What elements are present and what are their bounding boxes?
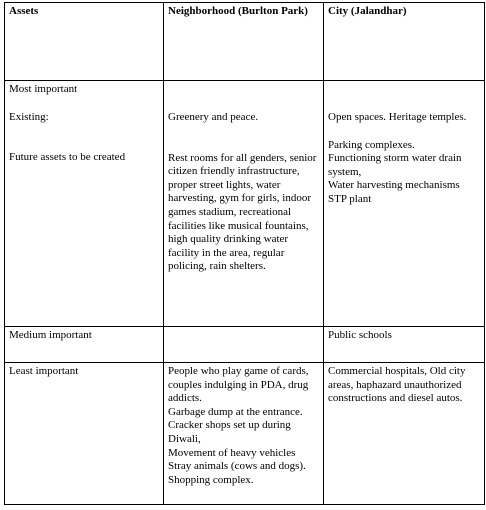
city-least-text: Commercial hospitals, Old city areas, haphazard unauthorized constructions and diesel autos. bbox=[328, 365, 466, 405]
neighborhood-least-cell bbox=[164, 363, 324, 505]
neigh-least-line: Garbage dump at the entrance. bbox=[168, 405, 303, 418]
least-important-cell bbox=[5, 363, 164, 505]
existing-label: Existing: bbox=[9, 110, 49, 123]
spacer bbox=[168, 83, 319, 97]
header-city bbox=[324, 3, 485, 81]
neigh-least-line: Movement of heavy vehicles bbox=[168, 446, 296, 459]
row-least-important bbox=[5, 363, 485, 505]
spacer bbox=[328, 125, 480, 139]
city-existing-text: Open spaces. Heritage temples. bbox=[328, 111, 467, 123]
assets-table bbox=[4, 2, 485, 505]
city-most-cell bbox=[324, 81, 485, 327]
header-assets-text: Assets bbox=[9, 5, 39, 17]
neigh-least-line: Stray animals (cows and dogs). bbox=[168, 460, 306, 473]
neigh-future-text: Rest rooms for all genders, senior citizen friendly infrastructure, proper street lights, water harvesting, gym for girls, indoor games stadium, recreational facilities like musical fountains, high quality drinking water facility in the area, regular policing, rain shelters. bbox=[168, 151, 317, 273]
city-future-line: Water harvesting mechanisms bbox=[328, 179, 460, 192]
row-medium-important bbox=[5, 327, 485, 363]
header-assets bbox=[5, 3, 164, 81]
spacer bbox=[168, 97, 319, 111]
city-future-line: Parking complexes. bbox=[328, 138, 415, 151]
neigh-least-line: People who play game of cards, couples indulging in PDA, drug addicts. bbox=[168, 365, 309, 405]
neigh-least-line: Shopping complex. bbox=[168, 473, 254, 486]
city-least-cell bbox=[324, 363, 485, 505]
row-most-important bbox=[5, 81, 485, 327]
header-neighborhood-text: Neighborhood (Burlton Park) bbox=[168, 5, 308, 17]
future-label: Future assets to be created bbox=[9, 151, 126, 164]
neighborhood-most-cell bbox=[164, 81, 324, 327]
city-medium-text: Public schools bbox=[328, 329, 392, 341]
spacer bbox=[9, 124, 159, 151]
city-future-line: STP plant bbox=[328, 192, 372, 205]
medium-important-cell bbox=[5, 327, 164, 363]
medium-important-label: Medium important bbox=[9, 329, 92, 341]
city-future-line: Functioning storm water drain system, bbox=[328, 152, 462, 178]
header-city-text: City (Jalandhar) bbox=[328, 5, 407, 17]
header-neighborhood bbox=[164, 3, 324, 81]
spacer bbox=[328, 97, 480, 111]
most-important-cell bbox=[5, 81, 164, 327]
header-row bbox=[5, 3, 485, 81]
spacer bbox=[9, 97, 159, 111]
neigh-existing-text: Greenery and peace. bbox=[168, 111, 259, 123]
city-medium-cell bbox=[324, 327, 485, 363]
neighborhood-medium-cell bbox=[164, 327, 324, 363]
least-important-label: Least important bbox=[9, 365, 79, 377]
spacer bbox=[168, 125, 319, 152]
most-important-label: Most important bbox=[9, 83, 78, 95]
spacer bbox=[328, 83, 480, 97]
neigh-least-line: Cracker shops set up during Diwali, bbox=[168, 419, 291, 445]
